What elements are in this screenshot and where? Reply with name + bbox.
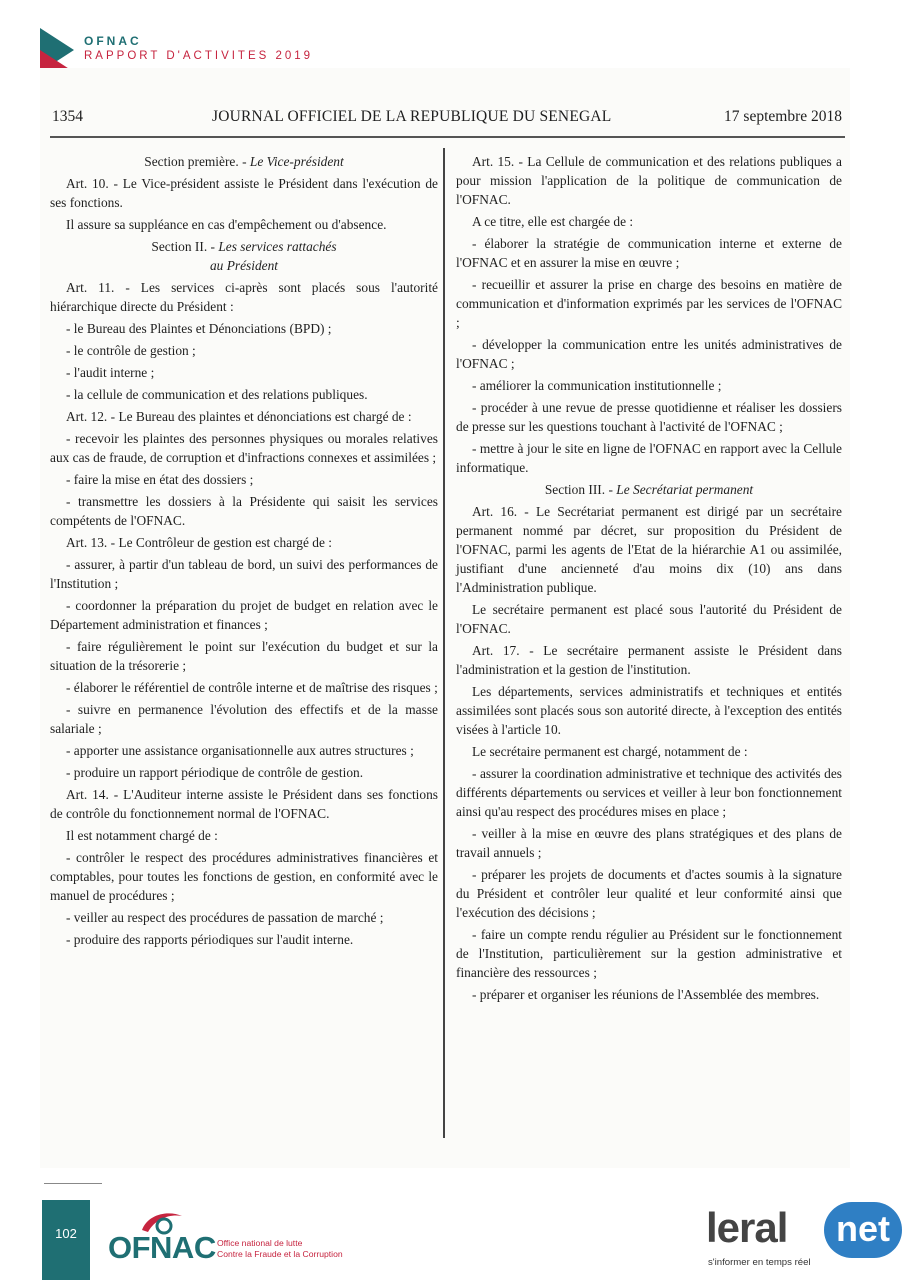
paragraph: Art. 16. - Le Secrétariat permanent est dirigé par un secrétaire permanent nommé par décret, sur proposition du Président de l'OFNAC, parmi les agents de l'Etat de la hiérarchie A1 ou assimilée, justifiant d'une ancienneté d'au moins dix (10) ans dans l'Administration publique. [456,504,842,595]
list-item: - assurer, à partir d'un tableau de bord, un suivi des performances de l'Institution ; [50,557,438,591]
section-heading [50,237,438,275]
list-item: - le Bureau des Plaintes et Dénonciations (BPD) ; [66,321,332,336]
ofnac-tagline-line1: Office national de lutte [217,1238,303,1248]
column-divider [443,148,445,1138]
list-item: - améliorer la communication institutionnelle ; [472,378,722,393]
list-item: - préparer les projets de documents et d'actes soumis à la signature du Président et contrôler leur qualité et leur conformité ainsi que l'exécution des décisions ; [456,867,842,920]
right-column [456,152,842,1007]
list-item: - développer la communication entre les unités administratives de l'OFNAC ; [456,337,842,371]
list-item: - faire régulièrement le point sur l'exécution du budget et sur la situation de la trésorerie ; [50,639,438,673]
list-item: - le contrôle de gestion ; [66,343,196,358]
list-item: - élaborer le référentiel de contrôle interne et de maîtrise des risques ; [66,680,438,695]
list-item: - veiller à la mise en œuvre des plans stratégiques et des plans de travail annuels ; [456,826,842,860]
paragraph: Il est notamment chargé de : [66,828,218,843]
leral-net-badge: net [824,1202,902,1258]
section-heading-title-cont: au Président [209,258,279,273]
list-item: - veiller au respect des procédures de passation de marché ; [66,910,384,925]
ofnac-tagline-line2: Contre la Fraude et la Corruption [217,1249,343,1259]
paragraph: Art. 15. - La Cellule de communication et des relations publiques a pour mission l'application de la politique de communication de l'OFNAC. [456,154,842,207]
list-item: - élaborer la stratégie de communication interne et externe de l'OFNAC et en assurer la mise en œuvre ; [456,236,842,270]
paragraph: A ce titre, elle est chargée de : [472,214,634,229]
paragraph: Art. 14. - L'Auditeur interne assiste le Président dans ses fonctions de contrôle du fonctionnement normal de l'OFNAC. [50,787,438,821]
list-item: - recueillir et assurer la prise en charge des besoins en matière de communication et d'information exprimés par les services de l'OFNAC ; [456,277,842,330]
leral-logo [706,1200,905,1280]
list-item: - contrôler le respect des procédures administratives financières et comptables, pour toutes les fonctions de gestion, en conformité avec le manuel de procédures ; [50,850,438,903]
section-heading-prefix: Section III. - [544,482,617,497]
paragraph: Il assure sa suppléance en cas d'empêchement ou d'absence. [66,217,387,232]
paragraph: Le secrétaire permanent est chargé, notamment de : [472,744,748,759]
journal-page-number: 1354 [52,108,83,125]
page-number: 102 [55,1226,77,1241]
list-item: - préparer et organiser les réunions de l'Assemblée des membres. [472,987,820,1002]
section-heading-title: Les services rattachés [218,239,337,254]
paragraph: Art. 11. - Les services ci-après sont placés sous l'autorité hiérarchique directe du Président : [50,280,438,314]
list-item: - recevoir les plaintes des personnes physiques ou morales relatives aux cas de fraude, de corruption et d'infractions connexes et assimilées ; [50,431,438,465]
list-item: - la cellule de communication et des relations publiques. [66,387,368,402]
journal-title: JOURNAL OFFICIEL DE LA REPUBLIQUE DU SENEGAL [212,108,612,125]
list-item: - procéder à une revue de presse quotidienne et réaliser les dossiers de presse sur les questions touchant à l'activité de l'OFNAC ; [456,400,842,434]
list-item: - mettre à jour le site en ligne de l'OFNAC en rapport avec la Cellule informatique. [456,441,842,475]
list-item: - faire la mise en état des dossiers ; [66,472,254,487]
section-heading-title: Le Secrétariat permanent [616,482,754,497]
paragraph: Art. 17. - Le secrétaire permanent assiste le Président dans l'administration et la gestion de l'institution. [456,643,842,677]
list-item: - faire un compte rendu régulier au Président sur le fonctionnement de l'Institution, particulièrement sur la gestion administrative et financière des ressources ; [456,927,842,980]
section-heading-title: Le Vice-président [249,154,344,169]
report-banner [40,28,440,72]
section-heading [50,152,438,171]
paragraph: Art. 12. - Le Bureau des plaintes et dénonciations est chargé de : [66,409,412,424]
list-item: - apporter une assistance organisationnelle aux autres structures ; [66,743,414,758]
ofnac-tagline [217,1238,343,1260]
section-heading-prefix: Section première. - [144,154,250,169]
leral-slogan: s'informer en temps réel [708,1257,811,1268]
list-item: - l'audit interne ; [66,365,155,380]
list-item: - coordonner la préparation du projet de budget en relation avec le Département administration et finances ; [50,598,438,632]
list-item: - suivre en permanence l'évolution des effectifs et de la masse salariale ; [50,702,438,736]
header-divider [50,136,845,138]
journal-date: 17 septembre 2018 [724,108,842,125]
leral-word: leral [706,1204,788,1251]
paragraph: Art. 10. - Le Vice-président assiste le Président dans l'exécution de ses fonctions. [50,176,438,210]
banner-report-title: RAPPORT D'ACTIVITES 2019 [84,50,314,62]
ofnac-logo [108,1208,218,1270]
banner-org: OFNAC [84,34,142,48]
left-column [50,152,438,952]
section-heading [456,480,842,499]
list-item: - assurer la coordination administrative et technique des activités des différents départements ou services et veiller à leur bon fonctionnement ainsi qu'au respect des procédures mises en place ; [456,766,842,819]
section-heading-prefix: Section II. - [151,239,219,254]
paragraph: Les départements, services administratifs et techniques et entités assimilées sont placés sous son autorité directe, à l'exception des entités visées à l'article 10. [456,684,842,737]
footer-rule [44,1183,102,1184]
list-item: - transmettre les dossiers à la Présidente qui saisit les services compétents de l'OFNAC. [50,494,438,528]
list-item: - produire des rapports périodiques sur l'audit interne. [66,932,354,947]
ofnac-logo-word: OFNAC [108,1230,216,1265]
journal-header [52,108,842,130]
paragraph: Le secrétaire permanent est placé sous l'autorité du Président de l'OFNAC. [456,602,842,636]
page-number-box [42,1200,90,1280]
paragraph: Art. 13. - Le Contrôleur de gestion est chargé de : [66,535,333,550]
list-item: - produire un rapport périodique de contrôle de gestion. [66,765,364,780]
